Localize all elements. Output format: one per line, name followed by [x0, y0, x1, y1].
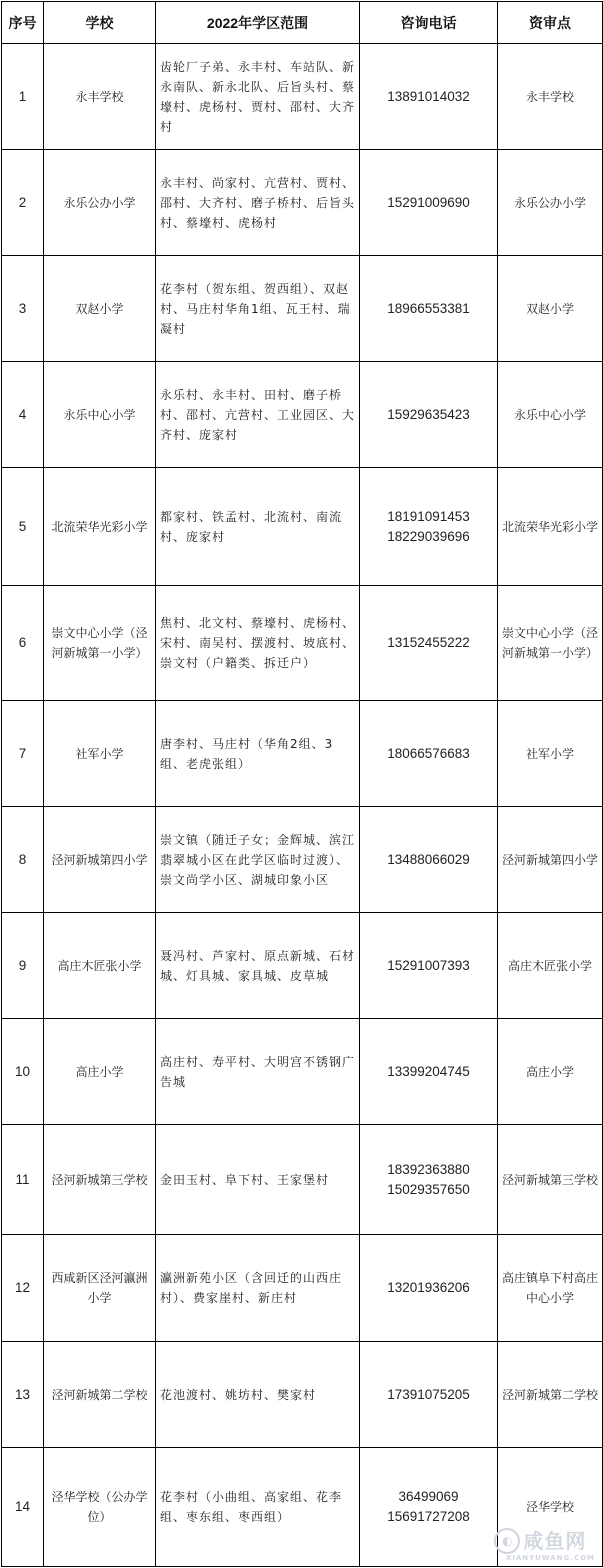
- table-row: [2, 1019, 603, 1125]
- table-row: [2, 362, 603, 468]
- seq-cell: 7: [2, 701, 44, 807]
- table-row: [2, 913, 603, 1019]
- school-cell: 永乐中心小学: [44, 362, 156, 468]
- school-cell: 泾河新城第二学校: [44, 1342, 156, 1448]
- table-row: [2, 701, 603, 807]
- seq-cell: 4: [2, 362, 44, 468]
- review-cell: 永丰学校: [498, 44, 603, 150]
- watermark: [486, 1528, 595, 1562]
- phone-number: 36499069: [398, 1489, 459, 1504]
- phone-cell: [360, 701, 498, 807]
- phone-cell: [360, 1448, 498, 1567]
- table-row: [2, 586, 603, 701]
- table-header: [2, 2, 603, 44]
- watermark-name: 咸鱼网: [523, 1529, 587, 1553]
- phone-cell: [360, 807, 498, 913]
- phone-number: 15029357650: [387, 1181, 470, 1197]
- seq-cell: 13: [2, 1342, 44, 1448]
- school-cell: 泾河新城第四小学: [44, 807, 156, 913]
- seq-cell: 1: [2, 44, 44, 150]
- phone-cell: [360, 1019, 498, 1125]
- phone-cell: [360, 1235, 498, 1342]
- scope-cell: 花李村（贺东组、贺西组）、双赵村、马庄村华角1组、瓦王村、瑞凝村: [156, 256, 360, 362]
- scope-cell: 永乐村、永丰村、田村、磨子桥村、邵村、亢营村、工业园区、大齐村、庞家村: [156, 362, 360, 468]
- phone-number: 18066576683: [387, 745, 470, 761]
- phone-number: 17391075205: [387, 1386, 470, 1402]
- phone-cell: [360, 1125, 498, 1235]
- school-cell: 崇文中心小学（泾河新城第一小学）: [44, 586, 156, 701]
- scope-cell: 永丰村、尚家村、亢营村、贾村、邵村、大齐村、磨子桥村、后旨头村、蔡壕村、虎杨村: [156, 150, 360, 256]
- phone-cell: [360, 1342, 498, 1448]
- phone-cell: [360, 468, 498, 586]
- phone-cell: [360, 913, 498, 1019]
- school-cell: 永乐公办小学: [44, 150, 156, 256]
- table-row: [2, 150, 603, 256]
- table-row: [2, 1342, 603, 1448]
- school-cell: 高庄小学: [44, 1019, 156, 1125]
- phone-number: 15291007393: [387, 957, 470, 973]
- scope-cell: 金田玉村、阜下村、王家堡村: [156, 1125, 360, 1235]
- table-row: [2, 807, 603, 913]
- review-cell: 永乐公办小学: [498, 150, 603, 256]
- scope-cell: 花李村（小曲组、高家组、花李组、枣东组、枣西组）: [156, 1448, 360, 1567]
- watermark-url: XIANYUWANG.COM: [505, 1554, 595, 1562]
- review-cell: 高庄木匠张小学: [498, 913, 603, 1019]
- review-cell: 高庄镇阜下村高庄中心小学: [498, 1235, 603, 1342]
- review-cell: 泾河新城第三学校: [498, 1125, 603, 1235]
- phone-number: 15691727208: [387, 1509, 470, 1524]
- review-cell: 北流荣华光彩小学: [498, 468, 603, 586]
- phone-number: 18191091453: [387, 508, 470, 524]
- fish-logo-icon: ◐: [494, 1528, 520, 1554]
- table-row: [2, 1125, 603, 1235]
- phone-cell: [360, 44, 498, 150]
- scope-cell: 高庄村、寿平村、大明宫不锈钢广告城: [156, 1019, 360, 1125]
- header-seq: 序号: [2, 2, 44, 44]
- scope-cell: 瀛洲新苑小区（含回迁的山西庄村）、费家崖村、新庄村: [156, 1235, 360, 1342]
- seq-cell: 14: [2, 1448, 44, 1567]
- phone-number: 13399204745: [387, 1063, 470, 1079]
- scope-cell: 都家村、铁孟村、北流村、南流村、庞家村: [156, 468, 360, 586]
- phone-number: 18966553381: [387, 300, 470, 316]
- school-cell: 永丰学校: [44, 44, 156, 150]
- review-cell: 双赵小学: [498, 256, 603, 362]
- header-review: 资审点: [498, 2, 603, 44]
- review-cell: 泾华学校: [498, 1448, 603, 1567]
- seq-cell: 3: [2, 256, 44, 362]
- table-row: [2, 44, 603, 150]
- seq-cell: 8: [2, 807, 44, 913]
- table-row: [2, 468, 603, 586]
- seq-cell: 5: [2, 468, 44, 586]
- seq-cell: 10: [2, 1019, 44, 1125]
- scope-cell: 齿轮厂子弟、永丰村、车站队、新永南队、新永北队、后旨头村、蔡壕村、虎杨村、贾村、邵村、大齐村: [156, 44, 360, 150]
- review-cell: 社军小学: [498, 701, 603, 807]
- phone-number: 13488066029: [387, 851, 470, 867]
- scope-cell: 花池渡村、姚坊村、樊家村: [156, 1342, 360, 1448]
- phone-number: 15291009690: [387, 194, 470, 210]
- header-school: 学校: [44, 2, 156, 44]
- phone-number: 18229039696: [387, 528, 470, 544]
- header-phone: 咨询电话: [360, 2, 498, 44]
- phone-number: 13152455222: [387, 635, 470, 650]
- review-cell: 泾河新城第二学校: [498, 1342, 603, 1448]
- phone-cell: [360, 586, 498, 701]
- header-row: [2, 2, 603, 44]
- phone-number: 13891014032: [387, 88, 470, 104]
- school-cell: 泾河新城第三学校: [44, 1125, 156, 1235]
- seq-cell: 9: [2, 913, 44, 1019]
- review-cell: 永乐中心小学: [498, 362, 603, 468]
- seq-cell: 12: [2, 1235, 44, 1342]
- school-cell: 西咸新区泾河瀛洲小学: [44, 1235, 156, 1342]
- table-row: [2, 256, 603, 362]
- phone-number: 18392363880: [387, 1161, 470, 1177]
- seq-cell: 11: [2, 1125, 44, 1235]
- scope-cell: 唐李村、马庄村（华角2组、3组、老虎张组）: [156, 701, 360, 807]
- review-cell: 崇文中心小学（泾河新城第一小学）: [498, 586, 603, 701]
- school-cell: 社军小学: [44, 701, 156, 807]
- table-body: [2, 44, 603, 1567]
- seq-cell: 2: [2, 150, 44, 256]
- school-cell: 北流荣华光彩小学: [44, 468, 156, 586]
- scope-cell: 焦村、北文村、蔡壕村、虎杨村、宋村、南吴村、摆渡村、坡底村、崇文村（户籍类、拆迁户）: [156, 586, 360, 701]
- scope-cell: 崇文镇（随迁子女；金辉城、滨江翡翠城小区在此学区临时过渡）、崇文尚学小区、湖城印象小区: [156, 807, 360, 913]
- header-scope: 2022年学区范围: [156, 2, 360, 44]
- phone-number: 13201936206: [387, 1280, 470, 1295]
- review-cell: 高庄小学: [498, 1019, 603, 1125]
- phone-cell: [360, 150, 498, 256]
- review-cell: 泾河新城第四小学: [498, 807, 603, 913]
- school-cell: 双赵小学: [44, 256, 156, 362]
- school-district-table: [1, 1, 603, 1567]
- school-cell: 泾华学校（公办学位）: [44, 1448, 156, 1567]
- seq-cell: 6: [2, 586, 44, 701]
- school-cell: 高庄木匠张小学: [44, 913, 156, 1019]
- phone-cell: [360, 362, 498, 468]
- phone-cell: [360, 256, 498, 362]
- scope-cell: 聂冯村、芦家村、原点新城、石材城、灯具城、家具城、皮草城: [156, 913, 360, 1019]
- table-row: [2, 1235, 603, 1342]
- phone-number: 15929635423: [387, 406, 470, 422]
